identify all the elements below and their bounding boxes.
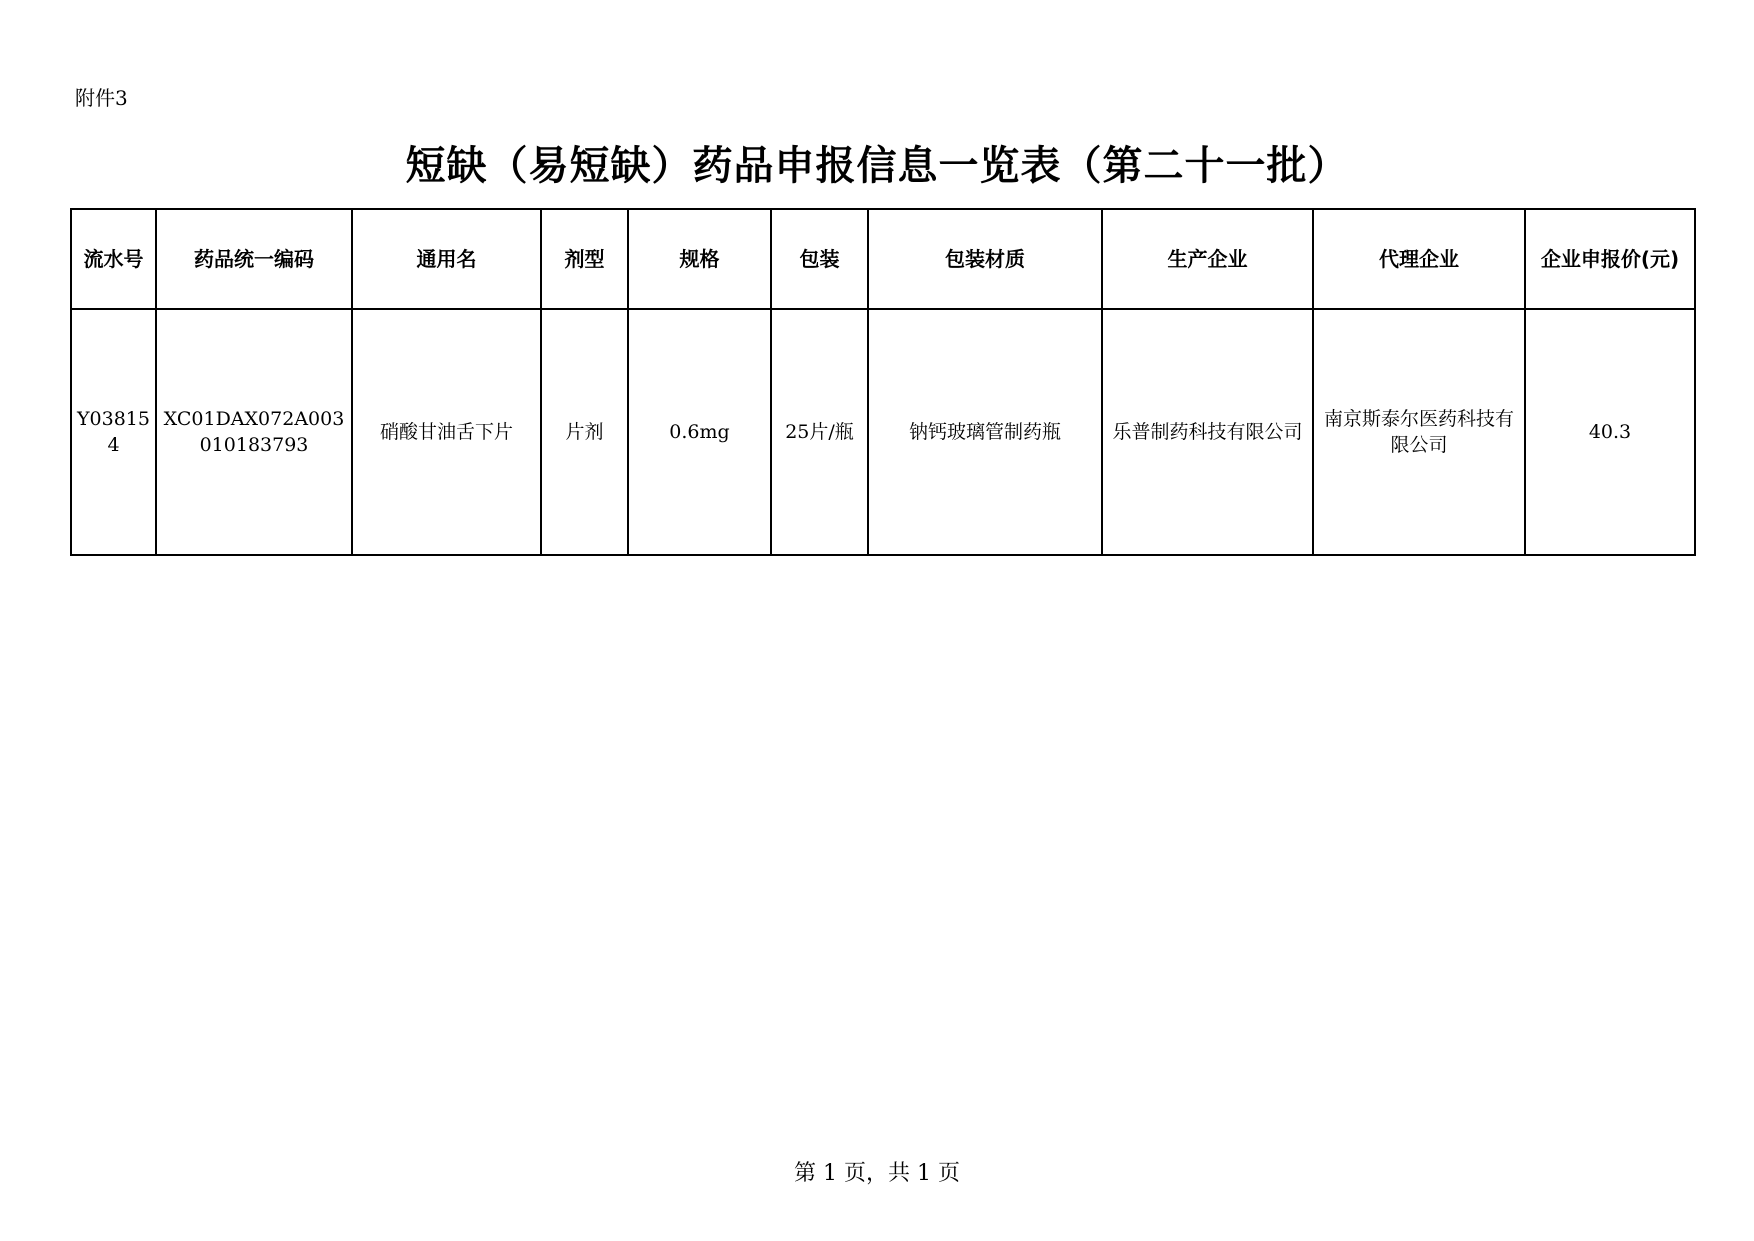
column-header-dosage-form: 剂型 <box>541 209 628 309</box>
cell-declared-price: 40.3 <box>1525 309 1695 555</box>
page-title: 短缺（易短缺）药品申报信息一览表（第二十一批） <box>405 142 1349 189</box>
cell-agent: 南京斯泰尔医药科技有限公司 <box>1313 309 1525 555</box>
cell-serial: Y038154 <box>71 309 156 555</box>
cell-generic-name: 硝酸甘油舌下片 <box>352 309 541 555</box>
column-header-package: 包装 <box>771 209 868 309</box>
attachment-label: 附件3 <box>75 86 128 110</box>
cell-drug-code: XC01DAX072A003010183793 <box>156 309 352 555</box>
column-header-drug-code: 药品统一编码 <box>156 209 352 309</box>
page-number: 第 1 页，共 1 页 <box>794 1161 960 1186</box>
column-header-serial: 流水号 <box>71 209 156 309</box>
column-header-specification: 规格 <box>628 209 771 309</box>
table-row <box>71 309 1695 555</box>
column-header-declared-price: 企业申报价(元) <box>1525 209 1695 309</box>
drug-declaration-table <box>70 208 1696 556</box>
cell-package-material: 钠钙玻璃管制药瓶 <box>868 309 1102 555</box>
table-header-row <box>71 209 1695 309</box>
cell-dosage-form: 片剂 <box>541 309 628 555</box>
column-header-agent: 代理企业 <box>1313 209 1525 309</box>
cell-package: 25片/瓶 <box>771 309 868 555</box>
column-header-manufacturer: 生产企业 <box>1102 209 1313 309</box>
column-header-package-material: 包装材质 <box>868 209 1102 309</box>
cell-manufacturer: 乐普制药科技有限公司 <box>1102 309 1313 555</box>
column-header-generic-name: 通用名 <box>352 209 541 309</box>
cell-specification: 0.6mg <box>628 309 771 555</box>
